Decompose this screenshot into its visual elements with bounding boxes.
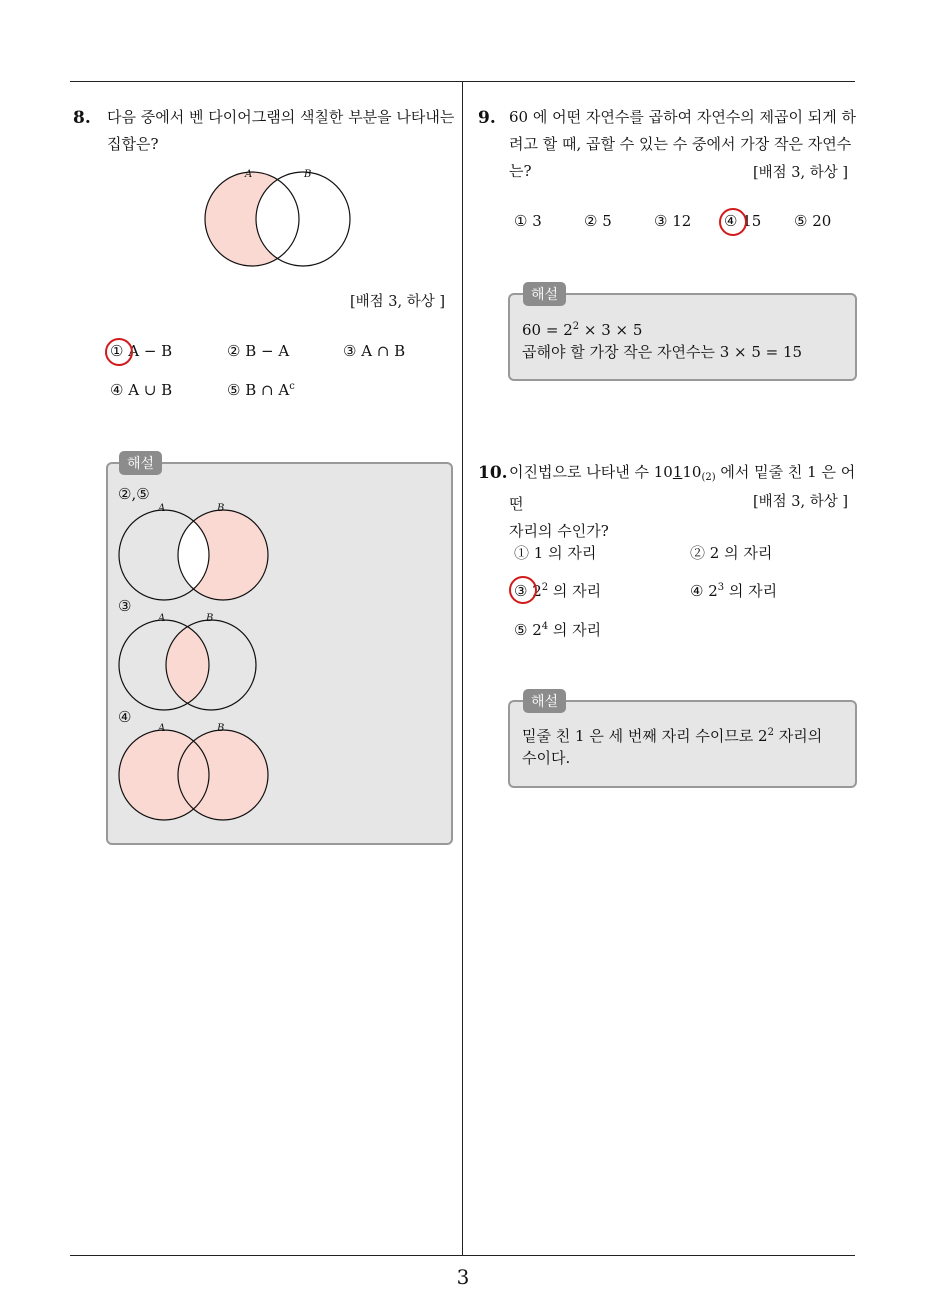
q10-choice-3-suffix: 의 자리	[548, 582, 602, 600]
q10-choice-2[interactable]	[690, 542, 772, 563]
q8-sol-label-1: ②,⑤	[118, 485, 150, 503]
q8-sol-venn-1	[112, 500, 277, 605]
q9-sol-line1-sup: 2	[572, 321, 580, 332]
q8-score: [배점 3, 하상 ]	[350, 294, 446, 310]
q10-text-mid: 10	[682, 463, 702, 481]
q10-choice-4[interactable]	[690, 580, 777, 601]
bottom-rule	[70, 1255, 855, 1256]
q10-text-sub: (2)	[701, 472, 716, 483]
q10-sol-line1-b: 자리의	[773, 727, 823, 745]
q10-sol-line1-a: 밑줄 친 1 은 세 번째 자리 수이므로 2	[522, 727, 768, 745]
q10-answer-mark	[509, 576, 537, 604]
q9-sol-line1-a: 60 = 2	[522, 321, 573, 339]
q8-choice-1[interactable]: ① A − B	[110, 342, 173, 360]
q9-choice-3[interactable]: ③ 12	[654, 212, 692, 230]
q10-solution-tag: 해설	[523, 689, 566, 713]
q8-sol-venn-2	[112, 610, 277, 715]
q9-score: [배점 3, 하상 ]	[753, 165, 849, 181]
q8-sol-venn-1-label-b: B	[217, 503, 225, 514]
q8-choice-4[interactable]: ④ A ∪ B	[110, 381, 173, 399]
q8-choice-2[interactable]: ② B − A	[227, 342, 290, 360]
q8-sol-venn-2-label-b: B	[206, 613, 214, 624]
q9-choice-5[interactable]: ⑤ 20	[794, 212, 832, 230]
q10-choice-5-sup: 4	[541, 621, 549, 632]
q8-choice-5-text: ⑤ B ∩ A	[227, 381, 290, 399]
q8-sol-label-3: ④	[118, 708, 132, 726]
q10-choice-5-suffix: 의 자리	[548, 621, 602, 639]
q10-choice-1-text: ① 1 의 자리	[514, 544, 597, 562]
q9-text-line1: 60 에 어떤 자연수를 곱하여 자연수의 제곱이 되게 하	[509, 108, 857, 126]
q9-choice-2[interactable]: ② 5	[584, 212, 612, 230]
q8-choice-5-sup: c	[289, 381, 295, 392]
q9-text-line3: 는?	[509, 162, 532, 180]
q9-number: 9.	[478, 108, 496, 128]
q8-sol-venn-3	[112, 720, 277, 825]
q10-text-line2: 자리의 수인가?	[509, 522, 609, 540]
q9-choice-1[interactable]: ① 3	[514, 212, 542, 230]
q9-answer-mark	[719, 208, 747, 236]
q8-text	[107, 104, 462, 158]
q10-choice-4-sup: 3	[717, 582, 725, 593]
q8-solution-tag: 해설	[119, 451, 162, 475]
q8-venn-label-a: A	[245, 169, 253, 180]
q8-number: 8.	[73, 108, 91, 128]
q8-venn-label-b: B	[304, 169, 312, 180]
q10-text-underlined: 1	[672, 463, 683, 481]
q8-sol-label-2: ③	[118, 597, 132, 615]
q8-sol-venn-1-label-a: A	[158, 503, 166, 514]
q9-solution-line2: 곱해야 할 가장 작은 자연수는 3 × 5 = 15	[522, 343, 803, 361]
q8-venn-diagram	[195, 162, 365, 272]
q8-answer-mark	[105, 338, 133, 366]
q8-sol-venn-3-label-b: B	[217, 723, 225, 734]
q10-choice-4-text: ④ 2	[690, 582, 718, 600]
column-divider	[462, 82, 463, 1255]
q10-choice-2-text: ② 2 의 자리	[690, 544, 773, 562]
q9-solution-tag: 해설	[523, 282, 566, 306]
q10-choice-4-suffix: 의 자리	[724, 582, 778, 600]
q8-choice-5[interactable]	[227, 381, 295, 399]
q10-text-post: 에서 밑줄 친 1 은 어떤	[509, 463, 856, 513]
q10-choice-5[interactable]	[514, 619, 601, 640]
q8-text-line1: 다음 중에서 벤 다이어그램의 색칠한 부분을 나타내는	[107, 108, 455, 126]
q10-sol-line1-sup: 2	[767, 727, 774, 738]
q10-choice-1[interactable]	[514, 542, 596, 563]
page-number: 3	[456, 1265, 470, 1289]
q8-sol-venn-2-label-a: A	[158, 613, 166, 624]
q10-choice-5-text: ⑤ 2	[514, 621, 542, 639]
q9-sol-line1-b: × 3 × 5	[579, 321, 643, 339]
q8-choice-3[interactable]: ③ A ∩ B	[343, 342, 406, 360]
q10-text-pre: 이진법으로 나타낸 수 10	[509, 463, 673, 481]
q8-text-line2: 집합은?	[107, 135, 159, 153]
q10-choice-3-sup: 2	[541, 582, 549, 593]
q9-choice-4[interactable]: ④ 15	[724, 212, 762, 230]
q10-solution-line2: 수이다.	[522, 749, 571, 767]
q10-score: [배점 3, 하상 ]	[753, 494, 849, 510]
q9-text-line2: 려고 할 때, 곱할 수 있는 수 중에서 가장 작은 자연수	[509, 135, 852, 153]
q10-number: 10.	[478, 463, 508, 483]
q8-sol-venn-3-label-a: A	[158, 723, 166, 734]
q10-choice-3-text: ③ 2	[514, 582, 542, 600]
